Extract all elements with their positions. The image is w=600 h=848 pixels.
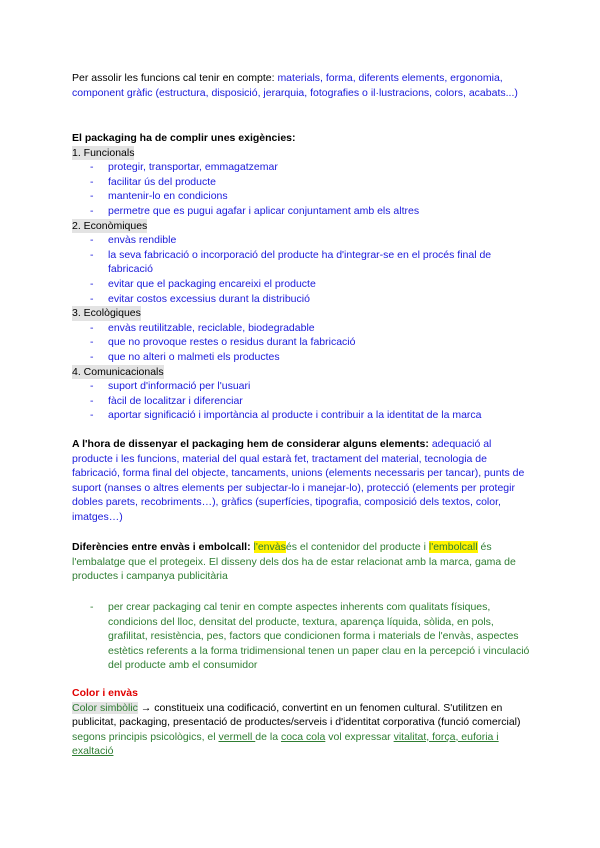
list-item: - suport d'informació per l'usuari bbox=[72, 379, 532, 394]
list-item: - permetre que es pugui agafar i aplicar conjuntament amb els altres bbox=[72, 204, 532, 219]
color-text-1: constitueix una codificació, convertint en un fenomen cultural. S'utilitzen en publicitat, packaging, presentació de productes/serveis i d'identitat corporativa (funció comercial) bbox=[72, 701, 521, 729]
color-text-2: segons principis psicològics, el bbox=[72, 730, 219, 743]
group-functional bbox=[72, 146, 532, 219]
word-vermell: vermell bbox=[218, 730, 256, 743]
requirements-section bbox=[72, 131, 532, 423]
color-heading: Color i envàs bbox=[72, 687, 138, 699]
differences-text-1: és el contenidor del producte i bbox=[285, 541, 429, 553]
intro-paragraph bbox=[72, 71, 532, 100]
intro-lead: Per assolir les funcions cal tenir en compte: bbox=[72, 72, 278, 84]
list-item: - protegir, transportar, emmagatzemar bbox=[72, 160, 532, 175]
arrow: → bbox=[137, 701, 155, 714]
list-item: - aportar significació i importància al producte i contribuir a la identitat de la marca bbox=[72, 408, 532, 423]
group-ecological bbox=[72, 306, 532, 364]
requirements-heading: El packaging ha de complir unes exigències: bbox=[72, 132, 296, 144]
list-item: - envàs rendible bbox=[72, 233, 532, 248]
group-title: 2. Econòmiques bbox=[72, 219, 148, 232]
group-title: 3. Ecològiques bbox=[72, 307, 141, 320]
design-lead: A l'hora de dissenyar el packaging hem de considerar alguns elements: bbox=[72, 438, 429, 450]
design-text: adequació al producte i les funcions, material del qual estarà fet, tractament del material, tecnologia de fabricació, forma final del objecte, tancaments, unions (elements necessaris per tancar), punts de suport (nanses o altres elements per subjectar-lo i manejar-lo), protecció (elements per protegir dobles parets, recobriments…), gràfics (superfícies, tipografia, composició dels textos, color, imatges…) bbox=[72, 438, 525, 523]
differences-paragraph bbox=[72, 540, 532, 584]
list-item: - envàs reutilitzable, reciclable, biodegradable bbox=[72, 321, 532, 336]
intro-items: materials, forma, diferents elements, ergonomia, component gràfic (estructura, disposició, jerarquia, fotografies o il·lustracions, colors, acabats...) bbox=[72, 72, 518, 99]
group-title: 4. Comunicacionals bbox=[72, 365, 164, 378]
highlight-envas: l'envàs bbox=[253, 541, 286, 553]
list-item: - fàcil de localitzar i diferenciar bbox=[72, 394, 532, 409]
list-item: - mantenir-lo en condicions bbox=[72, 189, 532, 204]
list-item: - per crear packaging cal tenir en compte aspectes inherents com qualitats físiques, condicions del lloc, densitat del producte, textura, aparença líquida, sòlida, en pols, grafilitat, resistència, pes, factors que condicionen forma i materials de l'envàs, aspectes estètics referents a la forma tridimensional tenen un paper clau en la percepció i vinculació del producte amb el consumidor bbox=[72, 600, 532, 673]
group-title: 1. Funcionals bbox=[72, 146, 135, 159]
word-vitalitat: vitalitat, força, euforia i exaltació bbox=[72, 730, 499, 758]
word-coca-cola: coca cola bbox=[280, 730, 326, 743]
list-item: - que no provoque restes o residus durant la fabricació bbox=[72, 335, 532, 350]
list-item: - la seva fabricació o incorporació del producte ha d'integrar-se en el procés final de fabricació bbox=[72, 248, 532, 277]
list-item: - evitar que el packaging encareixi el producte bbox=[72, 277, 532, 292]
differences-lead: Diferències entre envàs i embolcall: bbox=[72, 541, 251, 553]
color-section bbox=[72, 686, 532, 759]
differences-text-2: és l'embalatge que el protegeix. El disseny dels dos ha de estar relacionat amb la marca, gama de productes i campanya publicitària bbox=[72, 541, 516, 583]
differences-bullet-list bbox=[72, 600, 532, 673]
color-label: Color simbòlic bbox=[72, 701, 138, 714]
color-text-3: de la bbox=[255, 730, 281, 743]
group-communication bbox=[72, 365, 532, 423]
color-text-4: vol expressar bbox=[325, 730, 394, 743]
highlight-embolcall: l'embolcall bbox=[428, 541, 478, 553]
list-item: - facilitar ús del producte bbox=[72, 175, 532, 190]
list-item: - evitar costos excessius durant la distribució bbox=[72, 292, 532, 307]
design-paragraph bbox=[72, 437, 532, 525]
color-paragraph bbox=[72, 701, 532, 759]
list-item: - que no alteri o malmeti els productes bbox=[72, 350, 532, 365]
group-economic bbox=[72, 219, 532, 307]
